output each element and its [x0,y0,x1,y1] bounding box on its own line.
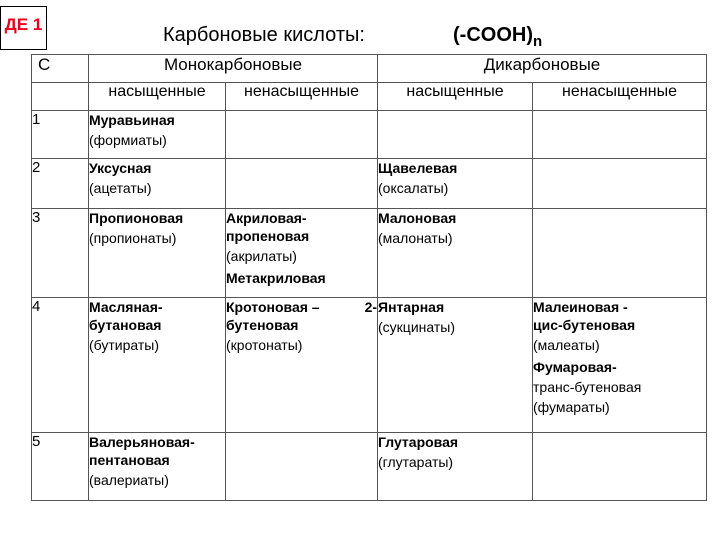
acid-name-line: бутеновая [226,317,299,333]
di-saturated-cell [378,433,533,501]
acid-name: Уксусная [89,160,152,176]
row-number: 1 [32,111,89,159]
di-unsaturated-cell [533,159,707,209]
acid-name-line: Акриловая- [226,210,307,226]
di-saturated-cell [378,159,533,209]
mono-saturated-cell [89,111,226,159]
acid-name: Глутаровая [378,434,459,450]
row-number: 4 [32,298,89,433]
salt-name: (сукцинаты) [378,319,455,335]
salt-name: (пропионаты) [89,230,177,246]
mono-unsaturated-cell [226,111,378,159]
table-row [32,298,707,433]
page-title: Карбоновые кислоты: [163,24,365,46]
acid-name-line: пропеновая [226,228,310,244]
mono-saturated-cell [89,159,226,209]
table-row [32,433,707,501]
subheader-di-saturated: насыщенные [378,83,533,111]
row-number: 5 [32,433,89,501]
mono-unsaturated-cell [226,433,378,501]
row-number: 2 [32,159,89,209]
mono-unsaturated-cell [226,159,378,209]
header-dicarboxylic: Дикарбоновые [378,55,707,83]
acid-name-line [226,298,377,316]
mono-unsaturated-cell [226,209,378,298]
table-row [32,209,707,298]
table-subheader-row [32,83,707,111]
di-unsaturated-cell [533,209,707,298]
acid-name: Метакриловая [226,270,326,286]
di-unsaturated-cell [533,298,707,433]
formula-subscript: n [532,33,543,50]
acid-name-line: цис-бутеновая [533,317,636,333]
salt-name: (фумараты) [533,399,610,415]
acid-name: Пропионовая [89,210,184,226]
row-number: 3 [32,209,89,298]
acid-name-line: Малеиновая - [533,299,628,315]
mono-saturated-cell [89,433,226,501]
acid-name: Муравьиная [89,112,175,128]
acids-table [31,54,707,501]
mono-saturated-cell [89,298,226,433]
salt-name: (валериаты) [89,472,169,488]
subheader-empty [32,83,89,111]
salt-name: (бутираты) [89,337,160,353]
acid-name: Щавелевая [378,160,458,176]
di-saturated-cell [378,111,533,159]
salt-name: (малеаты) [533,337,600,353]
subheader-di-unsaturated: ненасыщенные [533,83,707,111]
acid-name: Янтарная [378,299,445,315]
acid-name-line: Масляная- [89,299,163,315]
acid-name-part: Кротоновая – [226,299,320,315]
di-unsaturated-cell [533,433,707,501]
subheader-mono-unsaturated: ненасыщенные [226,83,378,111]
mono-saturated-cell [89,209,226,298]
header-monocarboxylic: Монокарбоновые [89,55,378,83]
di-saturated-cell [378,209,533,298]
salt-name: (малонаты) [378,230,453,246]
mono-unsaturated-cell [226,298,378,433]
formula-main: (-COOH) [453,24,533,46]
salt-name: (акрилаты) [226,248,297,264]
di-unsaturated-cell [533,111,707,159]
di-saturated-cell [378,298,533,433]
acid-name-part: 2- [364,299,378,315]
acid-name-line: транс-бутеновая [533,379,642,395]
carboxyl-formula [453,24,542,50]
header-c: С [32,55,89,83]
table-row [32,159,707,209]
acid-name-line: бутановая [89,317,162,333]
table-header-row [32,55,707,83]
salt-name: (кротонаты) [226,337,303,353]
acid-name-line: пентановая [89,452,170,468]
acid-name: Малоновая [378,210,457,226]
salt-name: (формиаты) [89,132,167,148]
acid-name-line: Валерьяновая- [89,434,195,450]
section-badge: ДЕ 1 [0,6,47,50]
salt-name: (ацетаты) [89,180,152,196]
acid-name-line: Фумаровая- [533,359,617,375]
salt-name: (оксалаты) [378,180,449,196]
table-row [32,111,707,159]
salt-name: (глутараты) [378,454,454,470]
subheader-mono-saturated: насыщенные [89,83,226,111]
